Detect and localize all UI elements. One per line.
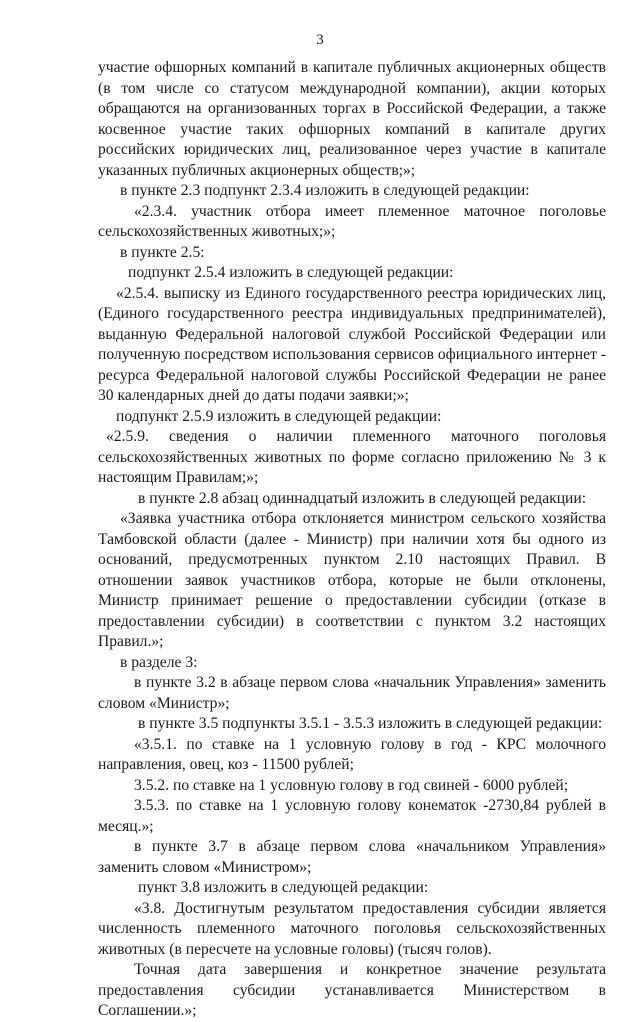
paragraph: в пункте 3.2 в абзаце первом слова «начальник Управления» заменить словом «Министр»; (98, 674, 606, 712)
paragraph: участие офшорных компаний в капитале публичных акционерных обществ (в том числе со статусом международной компании), акции которых обращаются на организованных торгах в Российской Федерации, а также косвенное участие таких офшорных компаний в капитале других российских юридических лиц, реализованное через участие в капитале указанных публичных акционерных обществ;»; (98, 59, 606, 179)
paragraph: в пункте 3.5 подпункты 3.5.1 - 3.5.3 изложить в следующей редакции: (138, 715, 603, 732)
paragraph: 3.5.3. по ставке на 1 условную голову конематок -2730,84 рублей в месяц.»; (98, 797, 606, 835)
paragraph: в пункте 3.7 в абзаце первом слова «начальником Управления» заменить словом «Министром»; (98, 838, 606, 876)
paragraph: «2.5.9. сведения о наличии племенного маточного поголовья сельскохозяйственных животных по форме согласно приложению № 3 к настоящим Правилам;»; (98, 428, 606, 486)
paragraph: «2.3.4. участник отбора имеет племенное маточное поголовье сельскохозяйственных животных;»; (98, 202, 606, 240)
paragraph: «3.8. Достигнутым результатом предоставления субсидии является численность племенного маточного поголовья сельскохозяйственных животных (в пересчете на условные головы) (тысяч голов). (98, 899, 606, 958)
paragraph: в пункте 2.3 подпункт 2.3.4 изложить в следующей редакции: (120, 182, 530, 199)
paragraph: «Заявка участника отбора отклоняется министром сельского хозяйства Тамбовской области (далее - Министр) при наличии хотя бы одного из оснований, предусмотренных пунктом 2.10 настоящих Правил. В отношении заявок участников отбора, которые не были отклонены, Министр принимает решение о предоставлении субсидии (отказе в предоставлении субсидии) в соответствии с пунктом 3.2 настоящих Правил.»; (98, 510, 606, 650)
paragraph: в пункте 2.8 абзац одиннадцатый изложить в следующей редакции: (138, 489, 587, 507)
page-number: 3 (316, 32, 324, 48)
paragraph: в разделе 3: (120, 653, 198, 671)
paragraph: Точная дата завершения и конкретное значение результата предоставления субсидии устанавливается Министерством в Соглашении.»; (98, 961, 606, 1019)
paragraph: 3.5.2. по ставке на 1 условную голову в год свиней - 6000 рублей; (134, 776, 569, 794)
paragraph: подпункт 2.5.9 изложить в следующей редакции: (116, 407, 442, 425)
paragraph: «3.5.1. по ставке на 1 условную голову в год - КРС молочного направления, овец, коз - 11500 рублей; (98, 735, 606, 773)
paragraph: в пункте 2.5: (120, 243, 205, 261)
paragraph: подпункт 2.5.4 изложить в следующей редакции: (128, 264, 454, 281)
paragraph: «2.5.4. выписку из Единого государственного реестра юридических лиц, (Единого государственного реестра индивидуальных предпринимателей), выданную Федеральной налоговой службой Российской Федерации или полученную посредством использования сервисов официального интернет - ресурса Федеральной налоговой службы Российской Федерации не ранее 30 календарных дней до даты подачи заявки;»; (98, 284, 606, 404)
document-body (98, 58, 606, 1022)
paragraph: пункт 3.8 изложить в следующей редакции: (138, 879, 429, 896)
